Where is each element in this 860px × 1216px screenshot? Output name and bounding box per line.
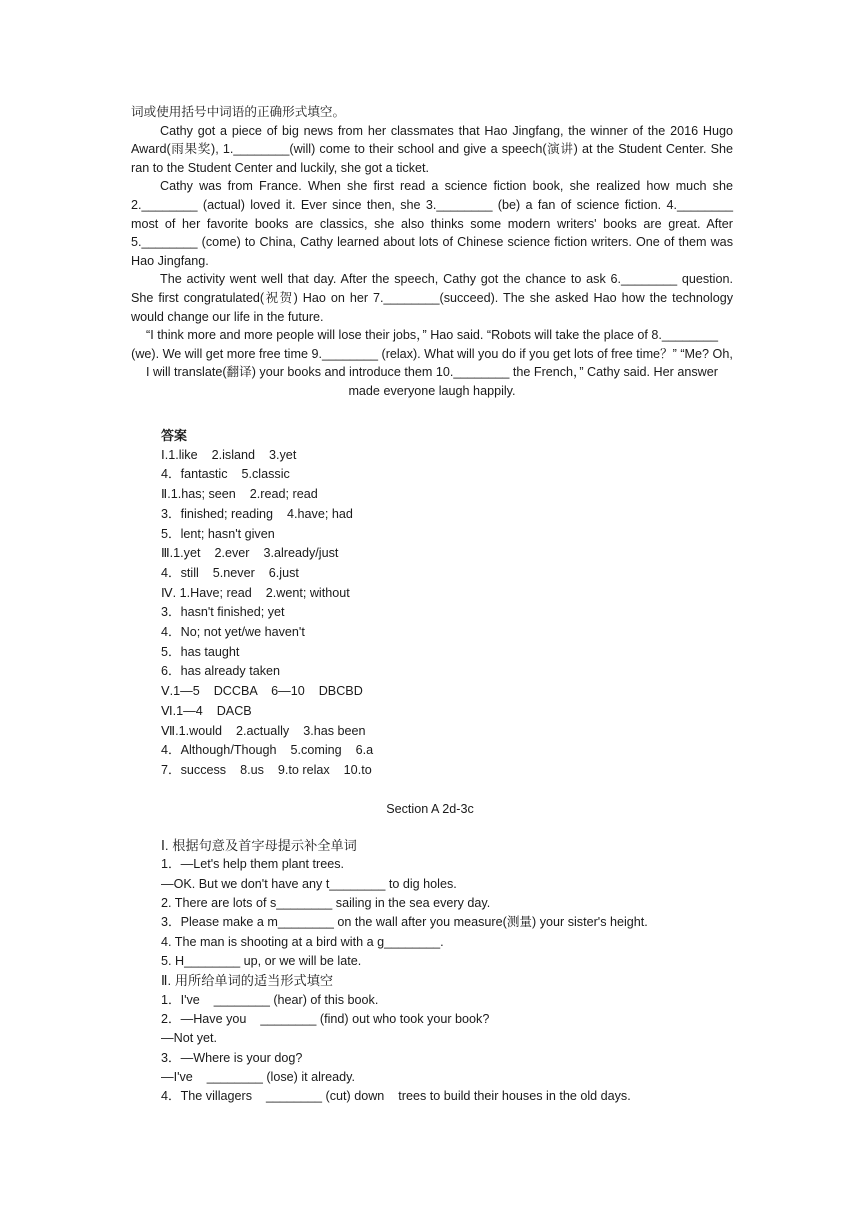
answer-line: Ⅰ.1.like 2.island 3.yet bbox=[161, 447, 297, 462]
answer-line: Ⅳ. 1.Have; read 2.went; without bbox=[161, 585, 350, 600]
answer-line: 4．fantastic 5.classic bbox=[161, 467, 290, 482]
answer-line: 3．finished; reading 4.have; had bbox=[161, 506, 353, 521]
passage-paragraph-4: “I think more and more people will lose their jobs，” Hao said. “Robots will take the place of 8.________ (we). We will get more free time 9.________ (relax). What will you do if you get lots of free time？” “Me? Oh, I will translate(翻译) your books and introduce them 10.________ the French，” Cathy said. Her answer made everyone laugh happily. bbox=[131, 328, 733, 398]
answer-line: Ⅲ.1.yet 2.ever 3.already/just bbox=[161, 546, 339, 561]
answer-line: 4．No; not yet/we haven't bbox=[161, 625, 305, 640]
exercise-heading-2: Ⅱ. 用所给单词的适当形式填空 bbox=[161, 973, 334, 989]
exercise-line: 2. There are lots of s________ sailing in the sea every day. bbox=[161, 896, 491, 911]
answer-line: 6．has already taken bbox=[161, 664, 281, 679]
exercise-line: 4. The man is shooting at a bird with a g________. bbox=[161, 934, 444, 949]
exercise-line: 1．I've ________ (hear) of this book. bbox=[161, 992, 379, 1007]
exercise-line: 1．—Let's help them plant trees. bbox=[161, 857, 345, 872]
exercise-line: —OK. But we don't have any t________ to dig holes. bbox=[161, 876, 457, 891]
passage-paragraph-1: Cathy got a piece of big news from her classmates that Hao Jingfang, the winner of the 2016 Hugo Award(雨果奖), 1.________(will) come to their school and give a speech(演讲) at the Student Center. She ran to the Student Center and luckily, she got a ticket. bbox=[131, 123, 733, 175]
exercise-line: 2．—Have you ________ (find) out who took your book? bbox=[161, 1012, 490, 1027]
answer-heading: 答案 bbox=[161, 428, 188, 443]
answer-line: Ⅴ.1—5 DCCBA 6—10 DBCBD bbox=[161, 684, 363, 699]
answer-line: 5．has taught bbox=[161, 644, 240, 659]
exercise-line: 5. H________ up, or we will be late. bbox=[161, 954, 362, 969]
section-title: Section A 2d-3c bbox=[386, 802, 474, 816]
exercises bbox=[161, 836, 721, 1107]
answer-line: Ⅱ.1.has; seen 2.read; read bbox=[161, 487, 318, 502]
passage-paragraph-2: Cathy was from France. When she first read a science fiction book, she realized how much she 2.________ (actual) loved it. Ever since then, she 3.________ (be) a fan of science fiction. 4.________ most of her favorite books are classics, she also thinks some modern writers' books are great. After 5.________ (come) to China, Cathy learned about lots of Chinese science fiction writers. One of them was Hao Jingfang. bbox=[131, 179, 733, 268]
exercise-line: 4．The villagers ________ (cut) down trees to build their houses in the old days. bbox=[161, 1089, 631, 1104]
answer-line: 7．success 8.us 9.to relax 10.to bbox=[161, 762, 372, 777]
exercise-line: 3．Please make a m________ on the wall after you measure(测量) your sister's height. bbox=[161, 915, 648, 930]
exercise-line: —Not yet. bbox=[161, 1031, 217, 1046]
answer-key bbox=[161, 426, 721, 781]
answer-line: 4．still 5.never 6.just bbox=[161, 565, 299, 580]
cloze-passage bbox=[131, 103, 733, 401]
passage-instruction: 词或使用括号中词语的正确形式填空。 bbox=[131, 105, 346, 119]
exercise-line: 3．—Where is your dog? bbox=[161, 1050, 303, 1065]
answer-line: Ⅵ.1—4 DACB bbox=[161, 703, 252, 718]
answer-line: Ⅶ.1.would 2.actually 3.has been bbox=[161, 723, 366, 738]
answer-line: 3．hasn't finished; yet bbox=[161, 605, 285, 620]
answer-line: 5．lent; hasn't given bbox=[161, 526, 275, 541]
passage-paragraph-3: The activity went well that day. After the speech, Cathy got the chance to ask 6.________ question. She first congratulated(祝贺) Hao on her 7.________(succeed). The she asked Hao how the technology would change our life in the future. bbox=[131, 272, 733, 324]
answer-line: 4．Although/Though 5.coming 6.a bbox=[161, 743, 374, 758]
exercise-heading-1: Ⅰ. 根据句意及首字母提示补全单词 bbox=[161, 838, 357, 853]
exercise-line: —I've ________ (lose) it already. bbox=[161, 1070, 355, 1085]
